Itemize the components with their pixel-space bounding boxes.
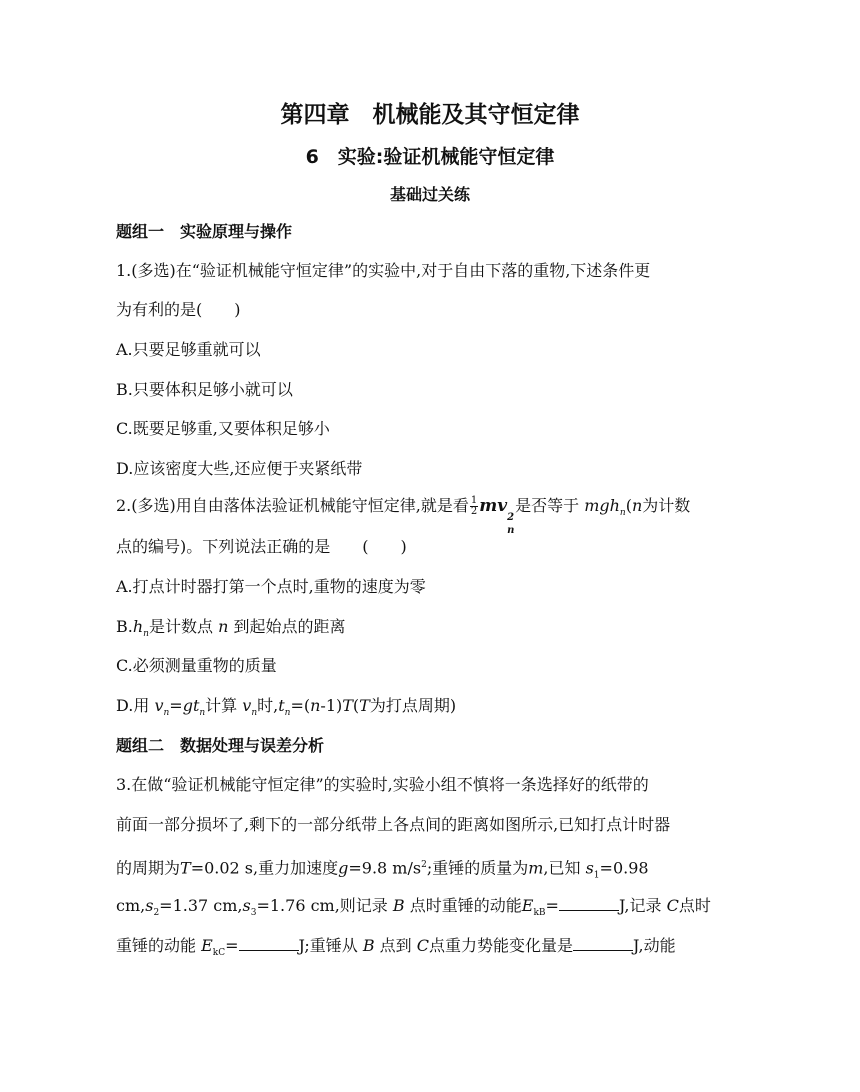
- q3-l4d: 点时重锤的动能: [409, 896, 522, 915]
- exercise-subtitle: 基础过关练: [389, 185, 470, 204]
- q2-optd-eq: =: [169, 696, 183, 715]
- q2-optd-v: v: [154, 696, 164, 715]
- q3-line4: [116, 895, 711, 924]
- q3-l5f: J,动能: [633, 936, 676, 955]
- q3-l3e: ,已知: [543, 858, 581, 878]
- q3-l3c: =9.8 m/s: [348, 858, 422, 878]
- answer-blank-ekc[interactable]: [239, 936, 299, 951]
- fraction-numerator: 1: [470, 495, 478, 506]
- q2-option-d: [116, 695, 456, 724]
- q2-optd-mid: 计算: [205, 696, 238, 715]
- q3-l3d: ;重锤的质量为: [426, 858, 529, 878]
- q3-g: g: [338, 858, 349, 878]
- q2-optd-eq2: =(: [290, 696, 311, 715]
- section-title: 6 实验:验证机械能守恒定律: [305, 146, 555, 168]
- q2-mv-sup: 2: [507, 512, 515, 523]
- q3-B2: B: [362, 936, 375, 955]
- q2-optb-h: h: [132, 617, 144, 636]
- answer-blank-ekb[interactable]: [559, 896, 619, 911]
- q3-l4e: =: [545, 896, 559, 915]
- q3-l5c: J;重锤从: [298, 936, 358, 955]
- q3-E2: E: [201, 936, 213, 955]
- q3-l5e: 点重力势能变化量是: [429, 936, 574, 955]
- q2-mgh: mgh: [584, 496, 620, 515]
- q1-stem-line1: 1.(多选)在“验证机械能守恒定律”的实验中,对于自由下落的重物,下述条件更: [116, 261, 651, 280]
- q2-tail: 为计数: [642, 496, 691, 515]
- q2-stem-line1: [116, 495, 691, 536]
- q2-optd-minus: -1): [320, 696, 343, 715]
- q3-E: E: [521, 896, 534, 915]
- q2-optb-tail: 到起始点的距离: [233, 617, 346, 636]
- q2-optd-n: n: [310, 696, 321, 715]
- q2-optd-sub2: n: [199, 708, 206, 719]
- q3-s1-sub: 1: [593, 870, 600, 881]
- q3-line3: [116, 854, 649, 887]
- q3-s2: s: [145, 896, 154, 915]
- q3-E-sub: kB: [533, 908, 546, 919]
- answer-blank-ep[interactable]: [573, 936, 633, 951]
- q2-optd-tail: 为打点周期): [369, 696, 457, 715]
- q2-stem-line2: 点的编号)。下列说法正确的是 ( ): [116, 537, 407, 556]
- q2-h-sub: n: [619, 508, 626, 519]
- q2-fraction: [470, 496, 478, 517]
- q3-line2: 前面一部分损坏了,剩下的一部分纸带上各点间的距离如图所示,已知打点计时器: [116, 815, 671, 834]
- q3-s3-sub: 3: [250, 908, 257, 919]
- q1-stem-line2: 为有利的是( ): [116, 300, 241, 319]
- q2-prefix: 2.(多选)用自由落体法验证机械能守恒定律,就是看: [116, 496, 469, 515]
- q2-optb-label: B.: [116, 617, 133, 636]
- q2-option-c: C.必须测量重物的质量: [116, 656, 277, 675]
- q2-optd-sub1: n: [163, 708, 170, 719]
- q2-optd-when: 时,: [257, 696, 279, 715]
- q3-s2-sub: 2: [153, 908, 160, 919]
- q2-n: n: [631, 496, 643, 515]
- q3-l5d: 点到: [379, 936, 412, 955]
- q2-optd-sub4: n: [284, 708, 291, 719]
- q3-E2-sub: kC: [212, 948, 226, 959]
- q2-optd-T: T: [342, 696, 353, 715]
- q3-T: T: [180, 858, 191, 878]
- q2-optd-paren: (: [352, 696, 360, 715]
- q3-l5b: =: [225, 936, 239, 955]
- q3-l4a: cm,: [116, 896, 146, 915]
- q2-optb-mid: 是计数点: [148, 617, 213, 636]
- q3-l3b: =0.02 s,重力加速度: [190, 858, 339, 878]
- q3-s1: s: [585, 858, 594, 878]
- q2-optd-sub3: n: [251, 708, 258, 719]
- q3-line5: [116, 935, 676, 964]
- q3-C: C: [666, 896, 679, 915]
- q2-optd-T2: T: [359, 696, 370, 715]
- q3-B: B: [392, 896, 405, 915]
- q3-l5a: 重锤的动能: [116, 936, 197, 955]
- q3-l4b: =1.37 cm,: [159, 896, 243, 915]
- fraction-denominator: 2: [470, 506, 478, 517]
- q3-l3a: 的周期为: [116, 858, 181, 878]
- q2-optb-sub: n: [143, 629, 149, 640]
- q2-mid: 是否等于: [515, 496, 580, 515]
- group-one-heading: 题组一 实验原理与操作: [116, 222, 293, 241]
- q3-s3: s: [242, 896, 251, 915]
- q2-optd-t: t: [278, 696, 285, 715]
- q1-option-b: B.只要体积足够小就可以: [116, 380, 293, 399]
- q3-l3f: =0.98: [599, 858, 649, 878]
- q3-l4g: 点时: [678, 896, 711, 915]
- q3-l4f: J,记录: [618, 896, 662, 915]
- q2-option-b: [116, 616, 345, 645]
- q2-optd-label: D.用: [116, 696, 150, 715]
- group-two-heading: 题组二 数据处理与误差分析: [116, 736, 325, 755]
- chapter-title: 第四章 机械能及其守恒定律: [280, 102, 580, 128]
- q2-mv: mv: [479, 496, 508, 516]
- q1-option-a: A.只要足够重就可以: [116, 340, 261, 359]
- q3-l4c: =1.76 cm,则记录: [256, 896, 388, 915]
- q1-option-d: D.应该密度大些,还应便于夹紧纸带: [116, 459, 363, 478]
- q2-paren: (: [625, 496, 632, 515]
- q3-line1: 3.在做“验证机械能守恒定律”的实验时,实验小组不慎将一条选择好的纸带的: [116, 775, 649, 794]
- q2-mv-sub: n: [507, 525, 515, 536]
- q1-option-c: C.既要足够重,又要体积足够小: [116, 419, 330, 438]
- q2-optd-v2: v: [242, 696, 252, 715]
- q3-m: m: [528, 858, 544, 878]
- q3-sup: 2: [421, 860, 427, 870]
- q2-option-a: A.打点计时器打第一个点时,重物的速度为零: [116, 577, 426, 596]
- q2-optd-gt: gt: [182, 696, 200, 715]
- q3-C2: C: [416, 936, 430, 955]
- q2-optb-n: n: [218, 617, 229, 636]
